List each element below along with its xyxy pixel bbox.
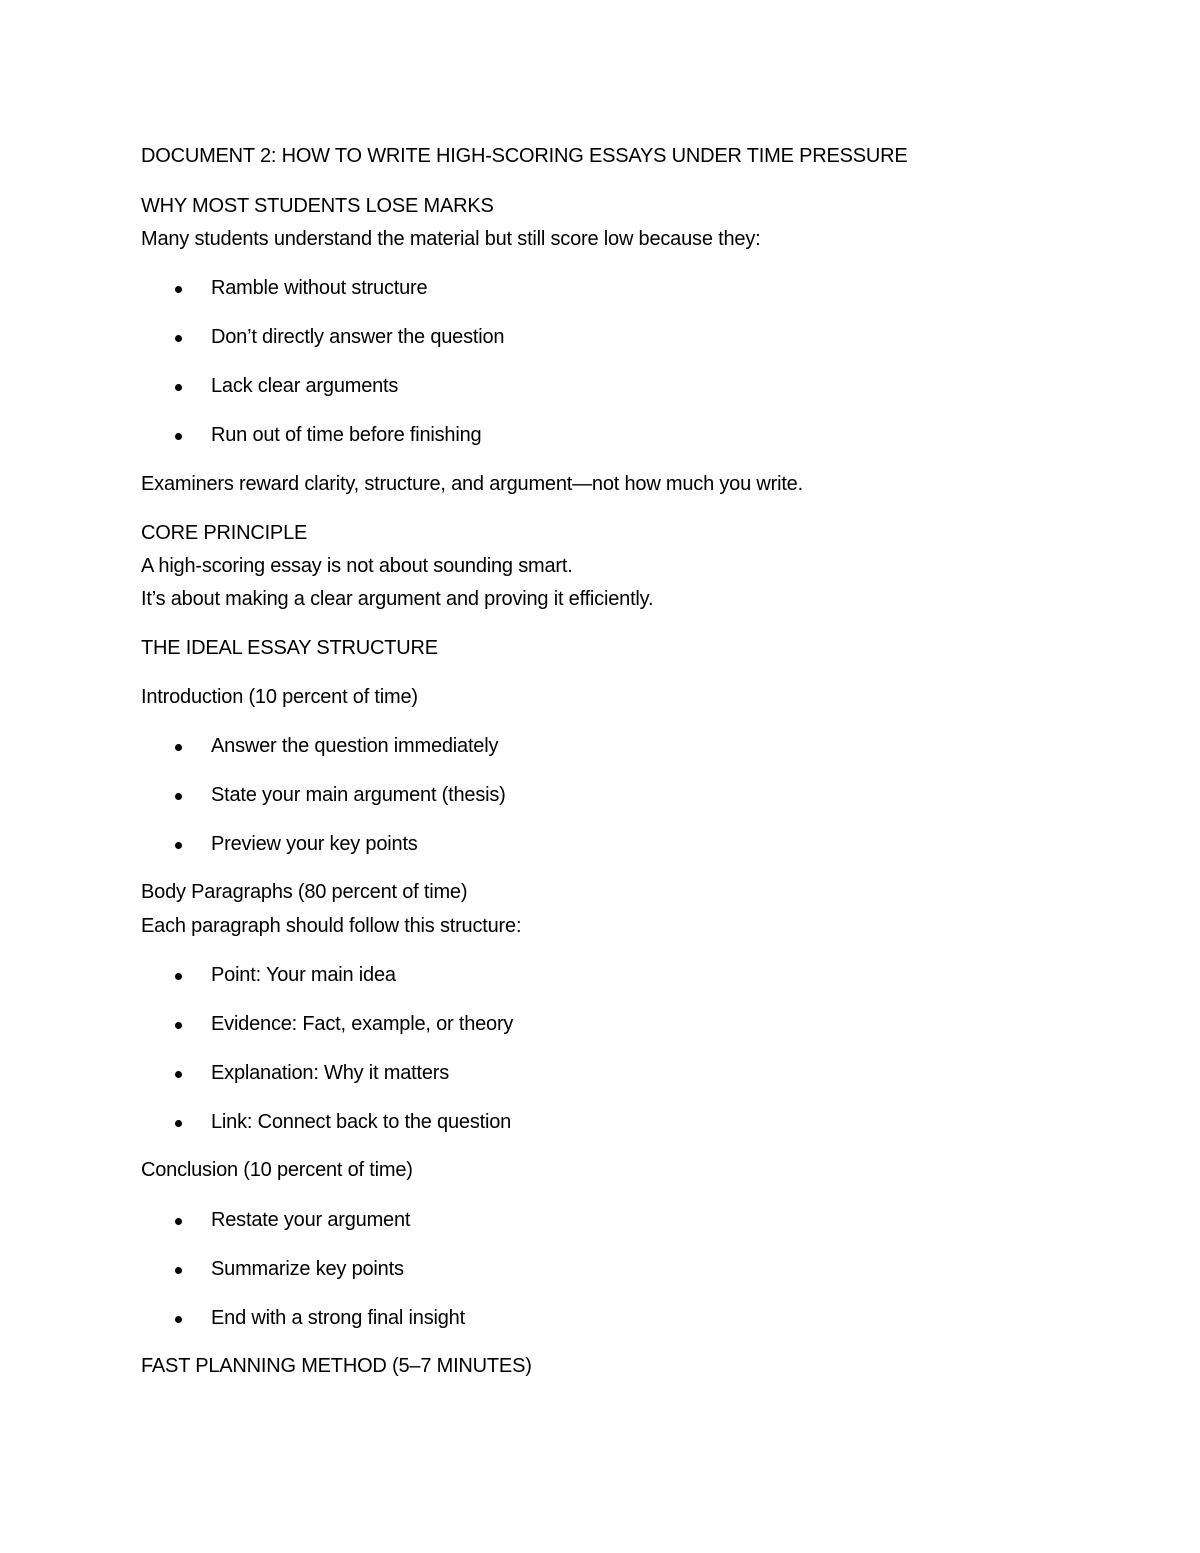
list-item-text: Run out of time before finishing — [211, 424, 482, 446]
section-heading-fast-planning: FAST PLANNING METHOD (5–7 MINUTES) — [141, 1355, 532, 1377]
list-item-text: Answer the question immediately — [211, 735, 499, 757]
conclusion-label: Conclusion (10 percent of time) — [141, 1159, 413, 1181]
core-principle-line-1: A high-scoring essay is not about sounding smart. — [141, 555, 573, 577]
list-item-text: Don’t directly answer the question — [211, 326, 505, 348]
section-heading-essay-structure: THE IDEAL ESSAY STRUCTURE — [141, 637, 438, 659]
document-title: DOCUMENT 2: HOW TO WRITE HIGH-SCORING ESSAYS UNDER TIME PRESSURE — [141, 145, 908, 167]
body-paragraphs-label: Body Paragraphs (80 percent of time) — [141, 881, 468, 903]
bullet-icon — [175, 433, 182, 440]
list-item-text: Ramble without structure — [211, 277, 428, 299]
bullet-icon — [175, 384, 182, 391]
list-item-text: Summarize key points — [211, 1258, 404, 1280]
bullet-icon — [175, 842, 182, 849]
list-item-text: Link: Connect back to the question — [211, 1111, 512, 1133]
list-item-text: Restate your argument — [211, 1209, 411, 1231]
section-heading-lose-marks: WHY MOST STUDENTS LOSE MARKS — [141, 195, 494, 217]
list-item-text: Point: Your main idea — [211, 964, 396, 986]
list-item-text: Lack clear arguments — [211, 375, 399, 397]
bullet-icon — [175, 1120, 182, 1127]
list-item-text: Evidence: Fact, example, or theory — [211, 1013, 514, 1035]
bullet-icon — [175, 1218, 182, 1225]
section-heading-core-principle: CORE PRINCIPLE — [141, 522, 308, 544]
bullet-icon — [175, 1316, 182, 1323]
body-paragraphs-sublabel: Each paragraph should follow this structure: — [141, 915, 522, 937]
section-intro: Many students understand the material but still score low because they: — [141, 228, 761, 250]
list-item-text: Explanation: Why it matters — [211, 1062, 450, 1084]
bullet-icon — [175, 744, 182, 751]
bullet-icon — [175, 286, 182, 293]
list-item-text: State your main argument (thesis) — [211, 784, 506, 806]
core-principle-line-2: It’s about making a clear argument and proving it efficiently. — [141, 588, 654, 610]
bullet-icon — [175, 793, 182, 800]
introduction-label: Introduction (10 percent of time) — [141, 686, 418, 708]
bullet-icon — [175, 335, 182, 342]
list-item-text: Preview your key points — [211, 833, 418, 855]
bullet-icon — [175, 1022, 182, 1029]
bullet-icon — [175, 973, 182, 980]
section-closing: Examiners reward clarity, structure, and argument—not how much you write. — [141, 473, 803, 495]
bullet-icon — [175, 1071, 182, 1078]
list-item-text: End with a strong final insight — [211, 1307, 465, 1329]
bullet-icon — [175, 1267, 182, 1274]
